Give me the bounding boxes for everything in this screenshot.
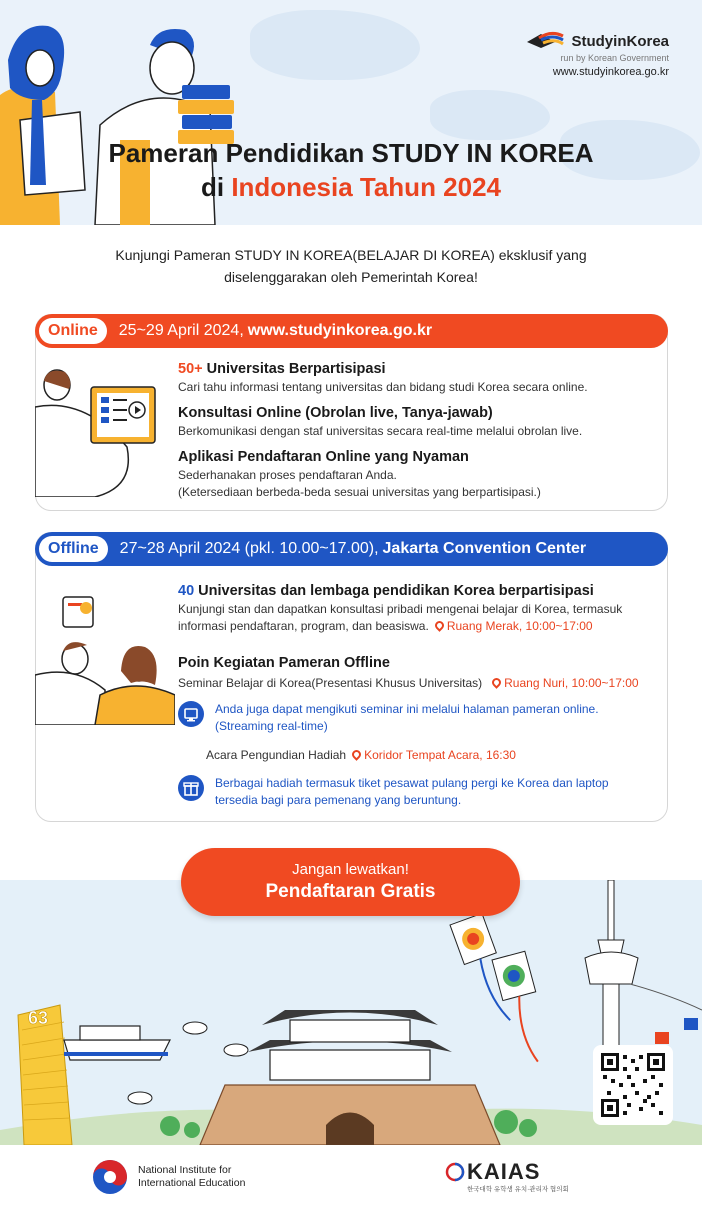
- nie-logo: National Institute for International Education: [92, 1159, 245, 1195]
- qr-code-icon: [601, 1053, 665, 1117]
- monitor-icon: [178, 701, 204, 727]
- cta-line-1: Jangan lewatkan!: [292, 861, 409, 878]
- location-pin-icon: [350, 748, 363, 761]
- online-illustration: [35, 367, 175, 497]
- taegeuk-emblem-icon: [92, 1159, 128, 1195]
- location-text: Koridor Tempat Acara, 16:30: [364, 748, 516, 762]
- online-item-consultation: Konsultasi Online (Obrolan live, Tanya-jawab) Berkomunikasi dengan staf universitas secara real-time melalui obrolan live.: [178, 405, 583, 438]
- kaias-emblem-icon: [445, 1162, 465, 1182]
- offline-bar: [35, 532, 668, 566]
- gift-icon: [178, 775, 204, 801]
- logo-url[interactable]: www.studyinkorea.go.kr: [552, 66, 669, 78]
- footer: [0, 1145, 702, 1209]
- online-item-universities: 50+ Universitas Berpartisipasi Cari tahu informasi tentang universitas dan bidang studi Korea secara online.: [178, 361, 588, 394]
- location-text: Ruang Nuri, 10:00~17:00: [504, 676, 639, 690]
- streaming-note: Anda juga dapat mengikuti seminar ini melalui halaman pameran online. (Streaming real-time): [178, 701, 648, 735]
- online-card: [35, 314, 668, 511]
- logo-brand: StudyinKorea: [571, 32, 669, 50]
- title-highlight: Indonesia Tahun 2024: [231, 172, 502, 202]
- online-bar: [35, 314, 668, 348]
- location-text: Ruang Merak, 10:00~17:00: [446, 619, 593, 633]
- prize-note: Berbagai hadiah termasuk tiket pesawat pulang pergi ke Korea dan laptop tersedia bagi para pemenang yang beruntung.: [178, 775, 648, 809]
- page-title: [0, 136, 702, 204]
- studyinkorea-logo[interactable]: [525, 30, 669, 78]
- offline-date: 27~28 April 2024 (pkl. 10.00~17.00), Jakarta Convention Center: [119, 540, 587, 557]
- cta-line-2: Pendaftaran Gratis: [265, 881, 436, 902]
- offline-badge: Offline: [39, 536, 108, 562]
- kaias-logo: KAIAS 한국대학 유학생 유치·관리자 협의회: [445, 1161, 569, 1193]
- building-number: 63: [28, 1008, 49, 1028]
- online-date: 25~29 April 2024, www.studyinkorea.go.kr: [118, 322, 433, 339]
- location-pin-icon: [433, 619, 446, 632]
- offline-illustration: [35, 595, 175, 725]
- title-line-1: Pameran Pendidikan STUDY IN KOREA: [108, 138, 594, 168]
- raffle-row: Acara Pengundian Hadiah Koridor Tempat Acara, 16:30: [206, 748, 516, 762]
- logo-tagline: run by Korean Government: [560, 53, 669, 63]
- online-badge: Online: [39, 318, 107, 344]
- online-item-application: Aplikasi Pendaftaran Online yang Nyaman Sederhanakan proses pendaftaran Anda. (Ketersediaan berbeda-beda sesuai universitas yang berpartisipasi.): [178, 449, 541, 499]
- title-line-2: di Indonesia Tahun 2024: [200, 172, 502, 202]
- register-button[interactable]: [181, 848, 520, 916]
- offline-card: [35, 532, 668, 822]
- map-background: [430, 90, 550, 140]
- offline-venue: Jakarta Convention Center: [382, 540, 587, 557]
- intro-text: Kunjungi Pameran STUDY IN KOREA(BELAJAR DI KOREA) eksklusif yang diselenggarakan oleh Pemerintah Korea!: [115, 247, 587, 285]
- location-pin-icon: [490, 676, 503, 689]
- offline-item-universities: 40 Universitas dan lembaga pendidikan Korea berpartisipasi Kunjungi stan dan dapatkan konsultasi pribadi mengenai belajar di Korea, termasuk informasi pendaftaran, program, dan beasiswa. Ruang Merak, 10:00~17:00: [178, 583, 623, 633]
- graduation-cap-icon: [525, 30, 565, 52]
- header-banner: [0, 0, 702, 225]
- online-site-link[interactable]: www.studyinkorea.go.kr: [247, 322, 433, 339]
- offline-item-activities: Poin Kegiatan Pameran Offline Seminar Belajar di Korea(Presentasi Khusus Universitas) Ruang Nuri, 10:00~17:00: [178, 655, 639, 690]
- map-background: [250, 10, 420, 80]
- qr-code[interactable]: [593, 1045, 673, 1125]
